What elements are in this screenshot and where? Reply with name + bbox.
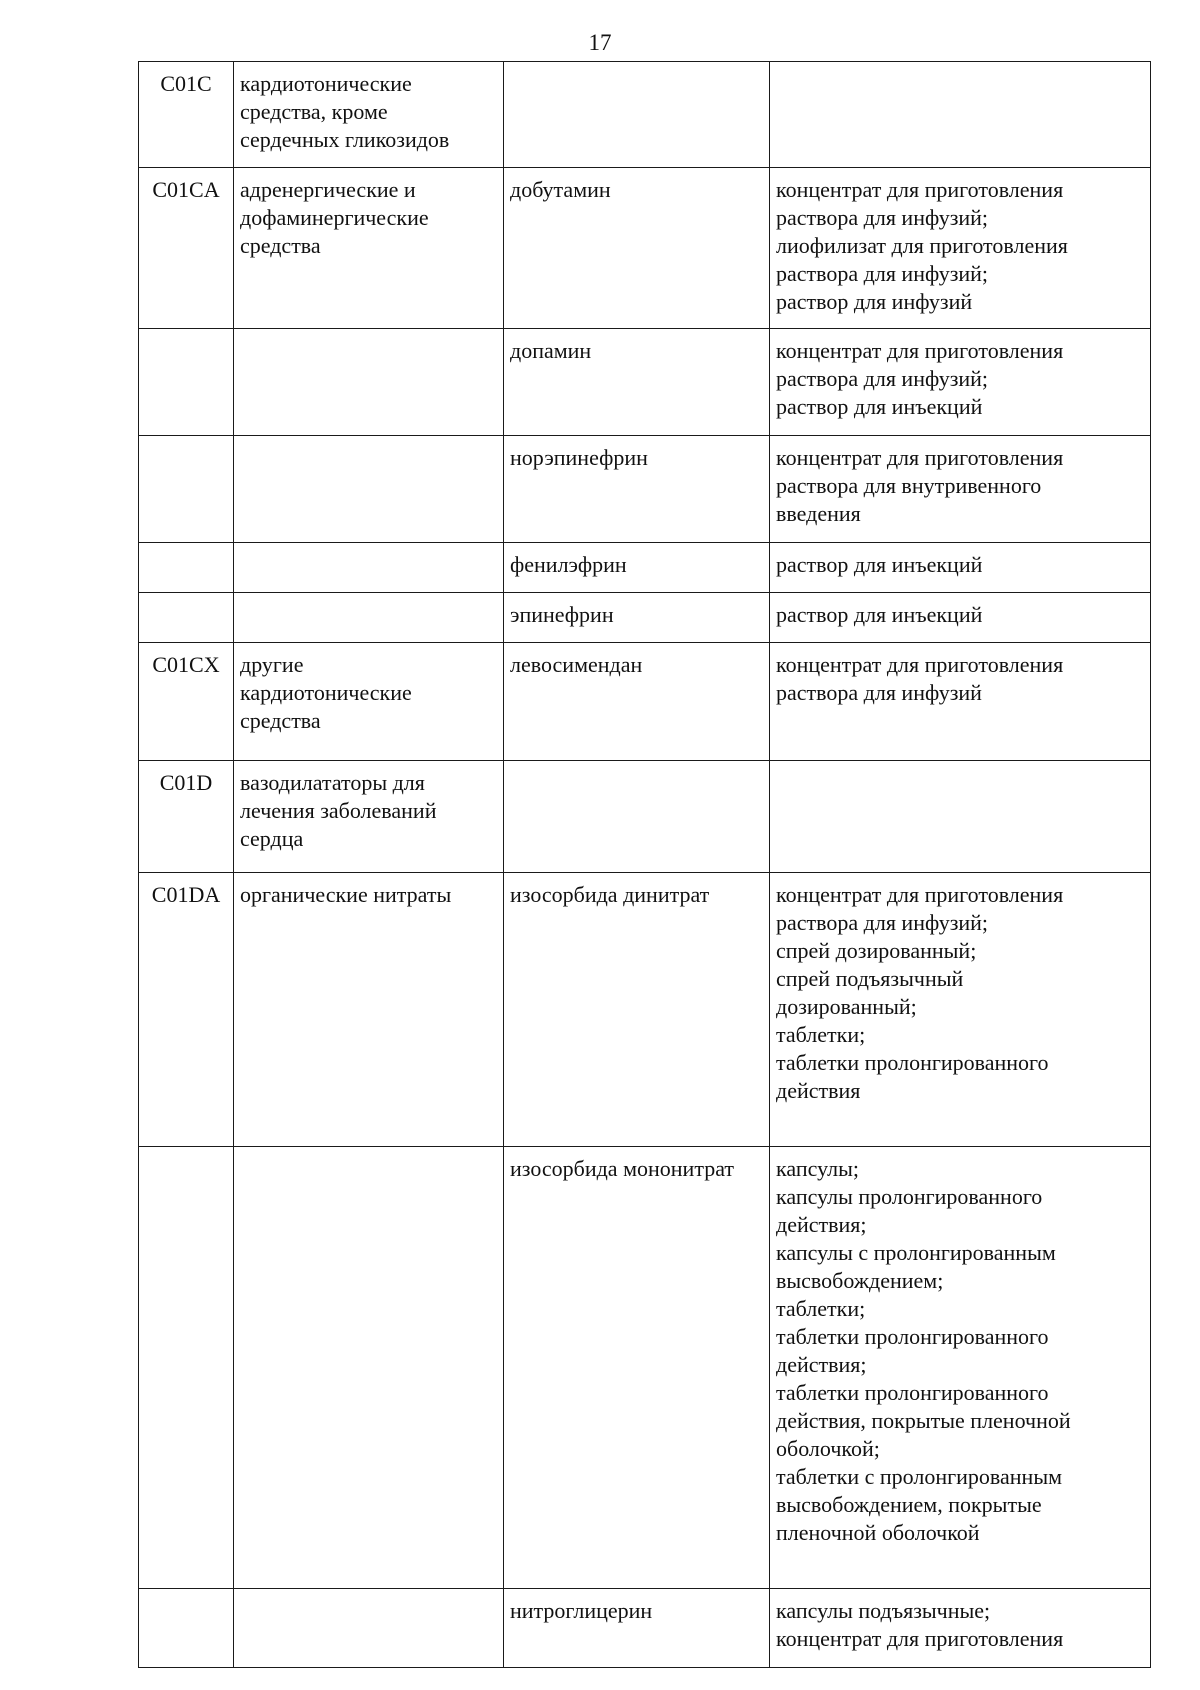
atc-code-cell — [139, 593, 234, 643]
dosage-form-line: спрей подъязычный — [776, 966, 964, 991]
table-row — [139, 1589, 1151, 1668]
dosage-form-line: пленочной оболочкой — [776, 1520, 980, 1545]
dosage-form-line: раствор для инфузий — [776, 289, 973, 314]
drug-name-cell: фенилэфрин — [504, 543, 770, 593]
dosage-form-line: оболочкой; — [776, 1436, 880, 1461]
table-row — [139, 593, 1151, 643]
group-line: средства — [240, 233, 321, 258]
group-line: сердца — [240, 826, 304, 851]
drug-name-cell: нитроглицерин — [504, 1589, 770, 1668]
drug-name-cell: норэпинефрин — [504, 436, 770, 543]
dosage-form-cell — [770, 1147, 1151, 1589]
drug-name-cell: допамин — [504, 329, 770, 436]
dosage-form-cell — [770, 543, 1151, 593]
atc-code-cell — [139, 329, 234, 436]
pharmacological-group-cell — [234, 436, 504, 543]
dosage-form-line: действия — [776, 1078, 861, 1103]
group-line: другие — [240, 652, 304, 677]
dosage-form-line: таблетки; — [776, 1296, 866, 1321]
dosage-form-cell — [770, 329, 1151, 436]
group-line: кардиотонические — [240, 71, 412, 96]
dosage-form-line: концентрат для приготовления — [776, 1626, 1064, 1651]
dosage-form-line: таблетки пролонгированного — [776, 1050, 1049, 1075]
dosage-form-line: лиофилизат для приготовления — [776, 233, 1068, 258]
pharmacological-group-cell — [234, 643, 504, 761]
dosage-form-line: спрей дозированный; — [776, 938, 977, 963]
atc-code-cell: C01CA — [139, 168, 234, 329]
drug-name-cell: эпинефрин — [504, 593, 770, 643]
dosage-form-line: раствор для инъекций — [776, 552, 983, 577]
dosage-form-line: раствора для инфузий — [776, 680, 982, 705]
dosage-form-line: концентрат для приготовления — [776, 177, 1064, 202]
page-number: 17 — [588, 30, 612, 55]
dosage-form-line: капсулы подъязычные; — [776, 1598, 991, 1623]
drug-name-cell: изосорбида динитрат — [504, 873, 770, 1147]
pharmacological-group-cell — [234, 761, 504, 873]
dosage-form-line: таблетки с пролонгированным — [776, 1464, 1063, 1489]
dosage-form-line: раствора для внутривенного — [776, 473, 1042, 498]
group-line: органические нитраты — [240, 882, 452, 907]
group-line: дофаминергические — [240, 205, 429, 230]
drug-name-cell: добутамин — [504, 168, 770, 329]
table-row — [139, 329, 1151, 436]
group-line: лечения заболеваний — [240, 798, 437, 823]
dosage-form-line: высвобождением, покрытые — [776, 1492, 1042, 1517]
table-row — [139, 643, 1151, 761]
pharmacological-group-cell — [234, 1147, 504, 1589]
pharmacological-group-cell — [234, 1589, 504, 1668]
dosage-form-line: раствора для инфузий; — [776, 261, 989, 286]
dosage-form-line: концентрат для приготовления — [776, 652, 1064, 677]
atc-code-cell — [139, 436, 234, 543]
table-row — [139, 543, 1151, 593]
pharmacological-group-cell — [234, 873, 504, 1147]
table-row — [139, 761, 1151, 873]
group-line: средства — [240, 708, 321, 733]
dosage-form-line: высвобождением; — [776, 1268, 944, 1293]
group-line: сердечных гликозидов — [240, 127, 450, 152]
group-line: адренергические и — [240, 177, 416, 202]
dosage-form-cell — [770, 436, 1151, 543]
atc-code-cell: C01C — [139, 62, 234, 168]
dosage-form-cell — [770, 873, 1151, 1147]
atc-code-cell: C01D — [139, 761, 234, 873]
pharmacological-group-cell — [234, 168, 504, 329]
dosage-form-line: раствора для инфузий; — [776, 366, 989, 391]
drug-name-cell — [504, 761, 770, 873]
dosage-form-cell — [770, 62, 1151, 168]
table-row — [139, 1147, 1151, 1589]
atc-code-cell: C01CX — [139, 643, 234, 761]
drug-classification-table — [138, 61, 1151, 1668]
drug-name-cell: левосимендан — [504, 643, 770, 761]
group-line: кардиотонические — [240, 680, 412, 705]
dosage-form-line: концентрат для приготовления — [776, 445, 1064, 470]
pharmacological-group-cell — [234, 593, 504, 643]
dosage-form-line: раствора для инфузий; — [776, 205, 989, 230]
table-row — [139, 62, 1151, 168]
atc-code-cell — [139, 1147, 234, 1589]
dosage-form-line: концентрат для приготовления — [776, 338, 1064, 363]
group-line: средства, кроме — [240, 99, 388, 124]
dosage-form-cell — [770, 761, 1151, 873]
dosage-form-line: раствор для инъекций — [776, 602, 983, 627]
table-row — [139, 168, 1151, 329]
dosage-form-cell — [770, 643, 1151, 761]
dosage-form-line: таблетки пролонгированного — [776, 1324, 1049, 1349]
dosage-form-cell — [770, 1589, 1151, 1668]
dosage-form-line: концентрат для приготовления — [776, 882, 1064, 907]
group-line: вазодилататоры для — [240, 770, 425, 795]
dosage-form-line: дозированный; — [776, 994, 917, 1019]
pharmacological-group-cell — [234, 329, 504, 436]
pharmacological-group-cell — [234, 62, 504, 168]
dosage-form-line: капсулы; — [776, 1156, 859, 1181]
dosage-form-line: раствора для инфузий; — [776, 910, 989, 935]
dosage-form-cell — [770, 593, 1151, 643]
dosage-form-line: капсулы пролонгированного — [776, 1184, 1043, 1209]
table-row — [139, 436, 1151, 543]
atc-code-cell — [139, 543, 234, 593]
dosage-form-line: действия; — [776, 1352, 867, 1377]
drug-name-cell: изосорбида мононитрат — [504, 1147, 770, 1589]
dosage-form-line: введения — [776, 501, 861, 526]
dosage-form-cell — [770, 168, 1151, 329]
atc-code-cell: C01DA — [139, 873, 234, 1147]
dosage-form-line: раствор для инъекций — [776, 394, 983, 419]
pharmacological-group-cell — [234, 543, 504, 593]
drug-name-cell — [504, 62, 770, 168]
table-row — [139, 873, 1151, 1147]
dosage-form-line: действия, покрытые пленочной — [776, 1408, 1071, 1433]
dosage-form-line: капсулы с пролонгированным — [776, 1240, 1056, 1265]
table-body — [139, 62, 1151, 1668]
dosage-form-line: таблетки; — [776, 1022, 866, 1047]
atc-code-cell — [139, 1589, 234, 1668]
dosage-form-line: таблетки пролонгированного — [776, 1380, 1049, 1405]
dosage-form-line: действия; — [776, 1212, 867, 1237]
